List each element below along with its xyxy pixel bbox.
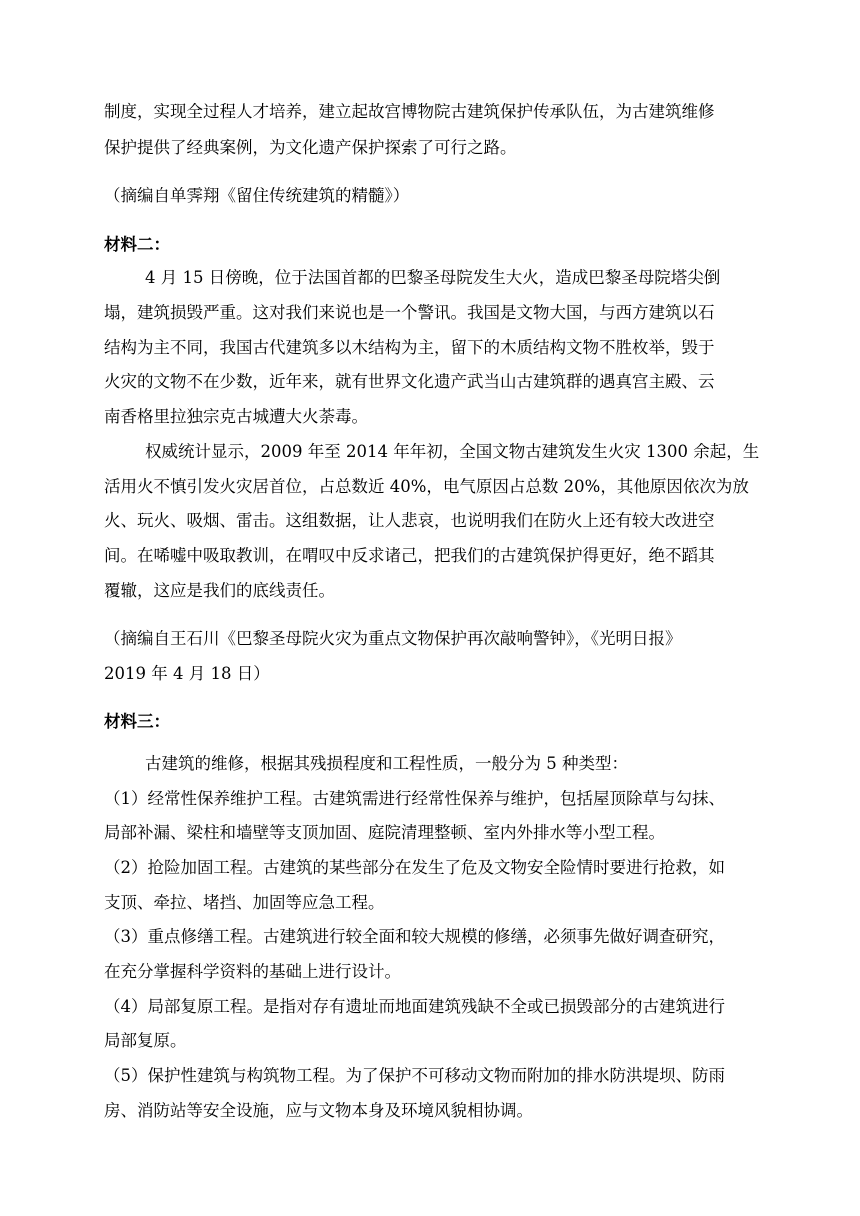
list-item-line: 房、消防站等安全设施，应与文物本身及环境风貌相协调。	[104, 1101, 533, 1120]
paragraph-line: 活用火不慎引发火灾居首位，占总数近 40%，电气原因占总数 20%，其他原因依次为放	[104, 477, 749, 496]
paragraph-line: 南香格里拉独宗克古城遭大火荼毒。	[104, 407, 368, 426]
section-heading-material-3: 材料三：	[104, 712, 170, 731]
list-item-line: 支顶、牵拉、堵挡、加固等应急工程。	[104, 893, 385, 912]
source-citation: 2019 年 4 月 18 日）	[104, 664, 270, 683]
paragraph-line: 权威统计显示，2009 年至 2014 年年初，全国文物古建筑发生火灾 1300 余起，生	[145, 442, 760, 461]
paragraph-line: 古建筑的维修，根据其残损程度和工程性质，一般分为 5 种类型：	[145, 754, 628, 773]
list-item-line: 局部复原。	[104, 1031, 187, 1050]
paragraph-line: 结构为主不同，我国古代建筑多以木结构为主，留下的木质结构文物不胜枚举，毁于	[104, 338, 715, 357]
paragraph-line: 间。在唏嘘中吸取教训，在喟叹中反求诸己，把我们的古建筑保护得更好，绝不蹈其	[104, 546, 715, 565]
paragraph-line: 制度，实现全过程人才培养，建立起故宫博物院古建筑保护传承队伍，为古建筑维修	[104, 102, 715, 121]
list-item-line: （2）抢险加固工程。古建筑的某些部分在发生了危及文物安全险情时要进行抢救，如	[104, 858, 725, 877]
list-item-line: 在充分掌握科学资料的基础上进行设计。	[104, 962, 401, 981]
list-item-line: （5）保护性建筑与构筑物工程。为了保护不可移动文物而附加的排水防洪堤坝、防雨	[104, 1066, 725, 1085]
paragraph-line: 4 月 15 日傍晚，位于法国首都的巴黎圣母院发生大火，造成巴黎圣母院塔尖倒	[145, 268, 721, 287]
paragraph-line: 塌，建筑损毁严重。这对我们来说也是一个警讯。我国是文物大国，与西方建筑以石	[104, 303, 715, 322]
source-citation: （摘编自单霁翔《留住传统建筑的精髓》）	[104, 186, 410, 205]
paragraph-line: 保护提供了经典案例，为文化遗产保护探索了可行之路。	[104, 138, 517, 157]
paragraph-line: 覆辙，这应是我们的底线责任。	[104, 581, 335, 600]
list-item-line: （4）局部复原工程。是指对存有遗址而地面建筑残缺不全或已损毁部分的古建筑进行	[104, 997, 725, 1016]
list-item-line: 局部补漏、梁柱和墙壁等支顶加固、庭院清理整顿、室内外排水等小型工程。	[104, 823, 665, 842]
list-item-line: （1）经常性保养维护工程。古建筑需进行经常性保养与维护，包括屋顶除草与勾抹、	[104, 789, 725, 808]
list-item-line: （3）重点修缮工程。古建筑进行较全面和较大规模的修缮，必须事先做好调查研究，	[104, 927, 725, 946]
paragraph-line: 火、玩火、吸烟、雷击。这组数据，让人悲哀，也说明我们在防火上还有较大改进空	[104, 511, 715, 530]
section-heading-material-2: 材料二：	[104, 235, 170, 254]
source-citation: （摘编自王石川《巴黎圣母院火灾为重点文物保护再次敲响警钟》，《光明日报》	[104, 629, 682, 648]
paragraph-line: 火灾的文物不在少数，近年来，就有世界文化遗产武当山古建筑群的遇真宫主殿、云	[104, 372, 715, 391]
